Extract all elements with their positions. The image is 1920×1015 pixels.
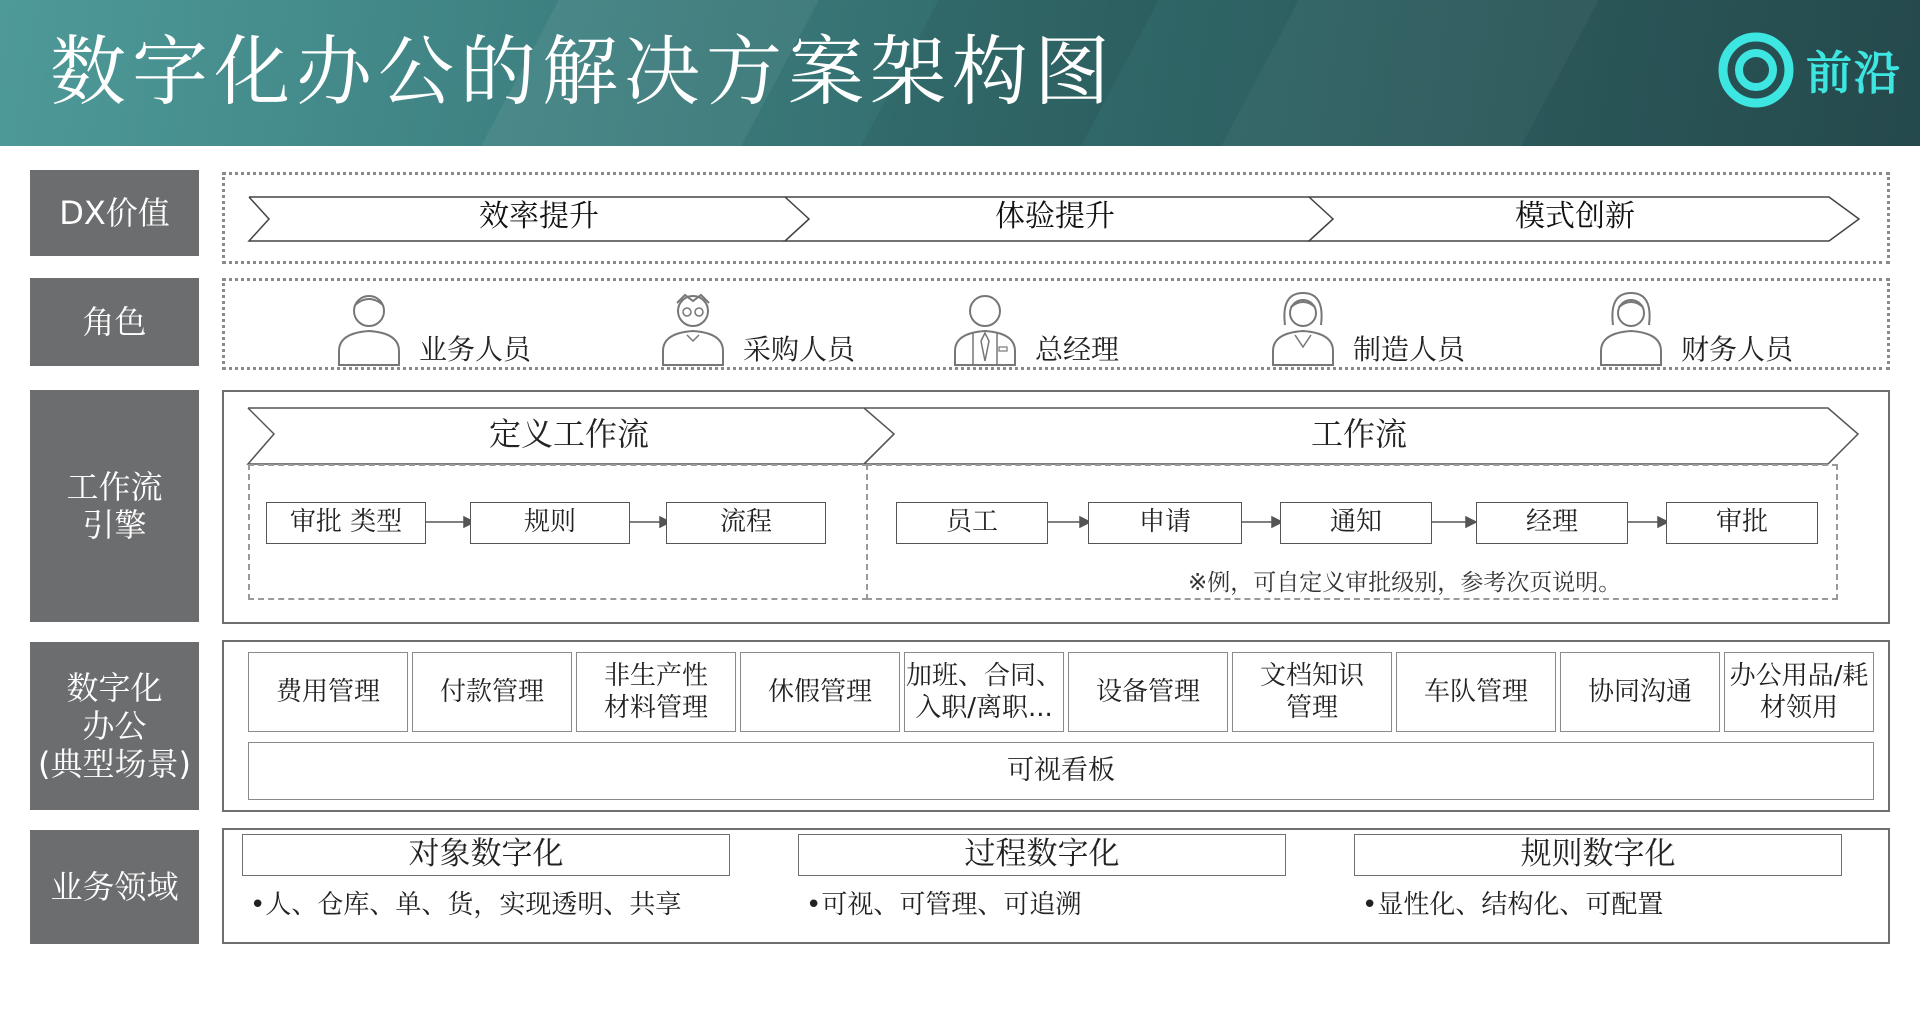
- flow-step: 审批: [1666, 502, 1818, 544]
- dx-value-item: 模式创新: [1515, 199, 1635, 234]
- role-name: 采购人员: [743, 333, 856, 366]
- flow-step: 经理: [1476, 502, 1628, 544]
- roles-panel: [222, 278, 1890, 370]
- person-icon: [331, 289, 407, 367]
- define-workflow-title: 定义工作流: [488, 415, 649, 453]
- domain-title: 过程数字化: [798, 834, 1286, 876]
- dx-value-panel: [222, 172, 1890, 264]
- scenario-cell: 付款管理: [412, 652, 572, 732]
- workflow-panel: [222, 390, 1890, 624]
- office-scenarios-panel: [222, 640, 1890, 812]
- domain-title: 规则数字化: [1354, 834, 1842, 876]
- person-glasses-icon: [655, 289, 731, 367]
- row-label-workflow: 工作流 引擎: [30, 390, 199, 622]
- role-item: [947, 289, 1119, 367]
- role-item: [655, 289, 855, 367]
- flow-step: 通知: [1280, 502, 1432, 544]
- domain-title: 对象数字化: [242, 834, 730, 876]
- visual-dashboard-bar: 可视看板: [248, 742, 1874, 800]
- role-name: 制造人员: [1353, 333, 1466, 366]
- brand-name: 前沿: [1806, 46, 1902, 100]
- page-title: 数字化办公的解决方案架构图: [50, 27, 1116, 116]
- row-label-domain: 业务领域: [30, 830, 199, 944]
- scenario-cell: 车队管理: [1396, 652, 1556, 732]
- business-domain-panel: [222, 828, 1890, 944]
- brand-logo: [1716, 30, 1902, 110]
- scenario-cell: 加班、合同、 入职/离职...: [904, 652, 1064, 732]
- role-name: 业务人员: [419, 333, 532, 366]
- brand-ring-icon: [1716, 30, 1796, 110]
- dx-value-item: 体验提升: [995, 199, 1115, 234]
- define-step: 规则: [470, 502, 630, 544]
- flow-step: 申请: [1088, 502, 1242, 544]
- scenario-cell: 文档知识 管理: [1232, 652, 1392, 732]
- scenario-cell: 协同沟通: [1560, 652, 1720, 732]
- workflow-title: 工作流: [1310, 415, 1407, 453]
- domain-desc: •人、仓库、单、货，实现透明、共享: [250, 890, 682, 920]
- row-label-dx: DX价值: [30, 170, 199, 256]
- flow-step: 员工: [896, 502, 1048, 544]
- row-label-roles: 角色: [30, 278, 199, 366]
- scenario-cell: 办公用品/耗 材领用: [1724, 652, 1874, 732]
- domain-desc: •可视、可管理、可追溯: [806, 890, 1082, 920]
- scenario-cell: 休假管理: [740, 652, 900, 732]
- scenario-cell: 费用管理: [248, 652, 408, 732]
- role-item: [1593, 289, 1793, 367]
- workflow-note: ※例，可自定义审批级别，参考次页说明。: [1188, 570, 1622, 596]
- scenario-cell: 非生产性 材料管理: [576, 652, 736, 732]
- define-step: 审批 类型: [266, 502, 426, 544]
- dx-value-item: 效率提升: [479, 199, 599, 234]
- scenario-cell: 设备管理: [1068, 652, 1228, 732]
- domain-desc: •显性化、结构化、可配置: [1362, 890, 1664, 920]
- woman-icon: [1593, 289, 1669, 367]
- person-tie-icon: [947, 289, 1023, 367]
- row-label-office: 数字化 办公 (典型场景): [30, 642, 199, 810]
- role-name: 总经理: [1035, 333, 1120, 366]
- header-decoration: [1221, 0, 1599, 146]
- define-step: 流程: [666, 502, 826, 544]
- woman-icon: [1265, 289, 1341, 367]
- role-item: [331, 289, 531, 367]
- role-item: [1265, 289, 1465, 367]
- role-name: 财务人员: [1681, 333, 1794, 366]
- header-banner: [0, 0, 1920, 146]
